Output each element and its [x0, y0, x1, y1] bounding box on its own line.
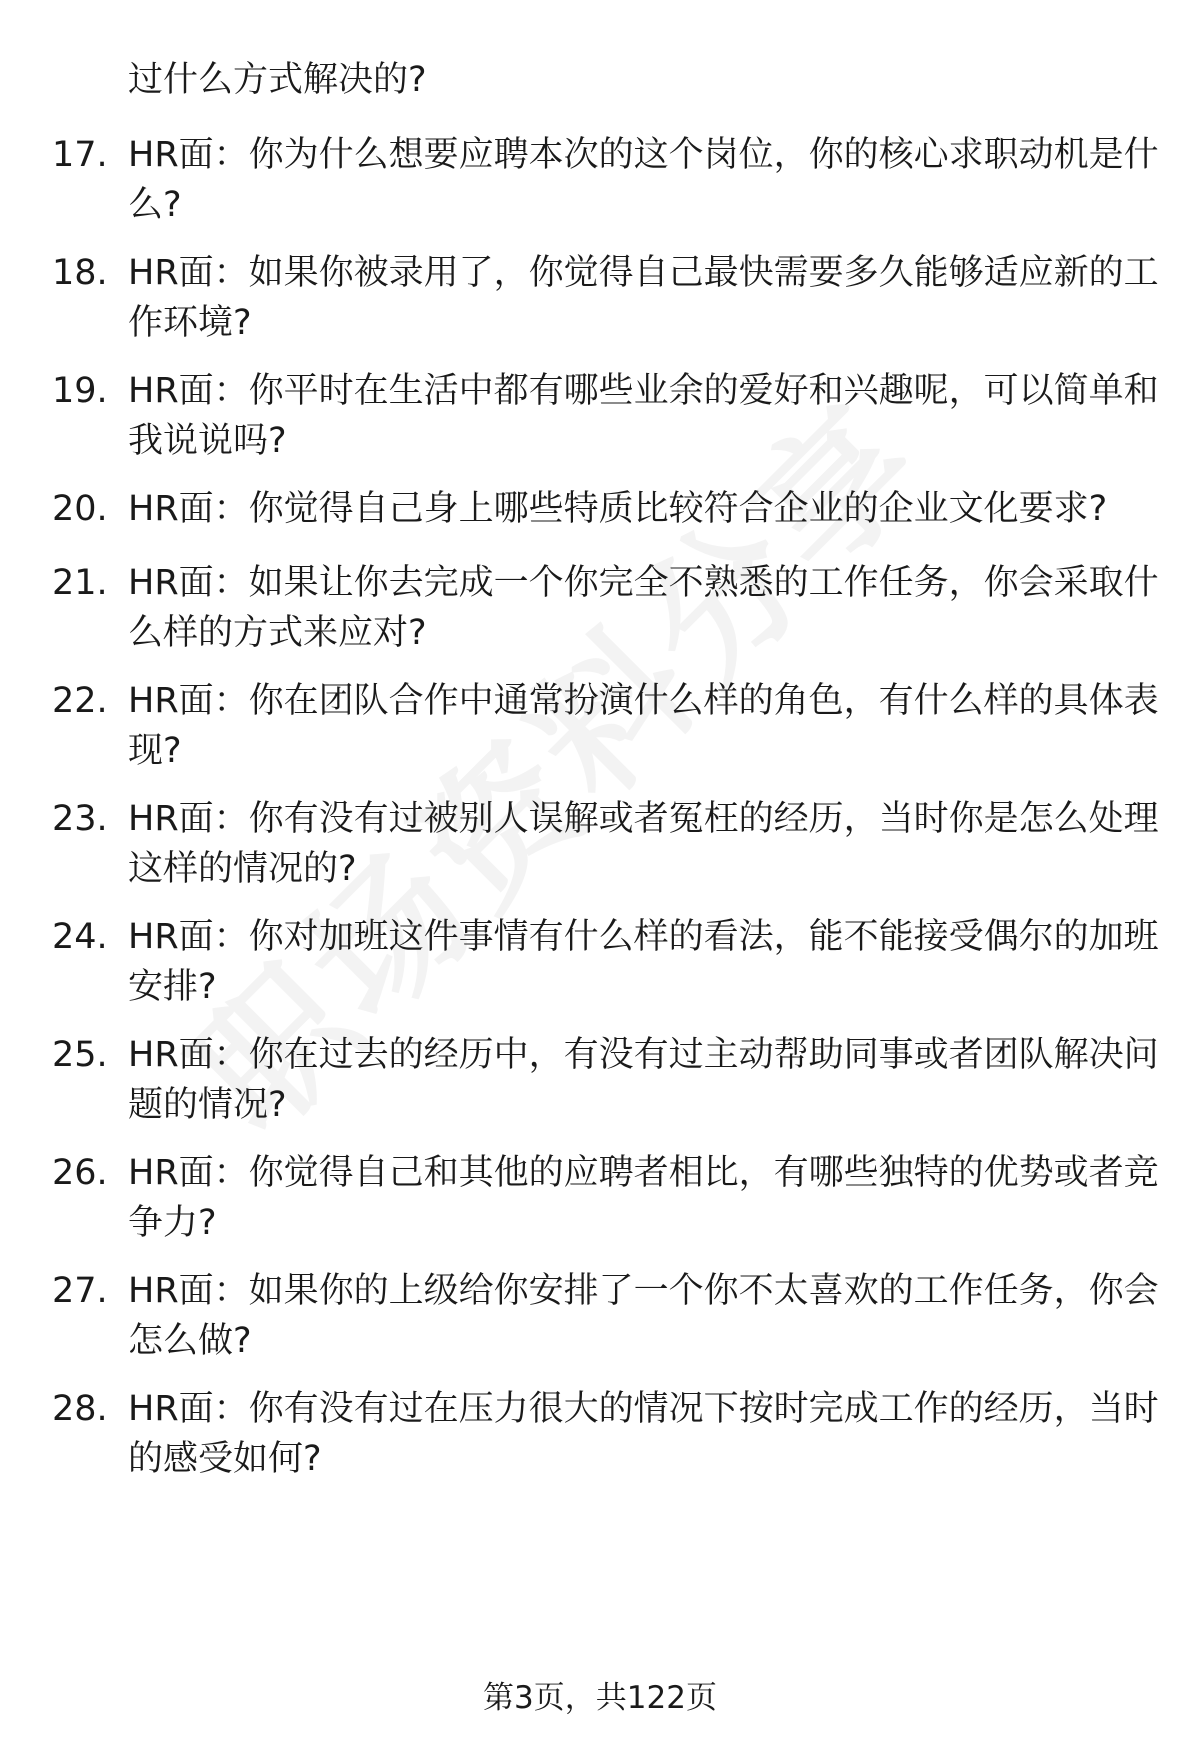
question-text: HR面：你觉得自己和其他的应聘者相比，有哪些独特的优势或者竞争力? — [128, 1153, 1159, 1243]
question-item-19 — [52, 366, 1162, 466]
question-item-18 — [52, 248, 1162, 348]
question-number: 19. — [52, 371, 108, 411]
continued-question — [52, 55, 1162, 105]
question-item-21 — [52, 558, 1162, 658]
question-number: 28. — [52, 1389, 108, 1429]
question-number: 21. — [52, 563, 108, 603]
question-number: 25. — [52, 1035, 108, 1075]
question-item-26 — [52, 1148, 1162, 1248]
question-text: HR面：你平时在生活中都有哪些业余的爱好和兴趣呢，可以简单和我说说吗? — [128, 371, 1159, 461]
question-number: 17. — [52, 135, 108, 175]
question-item-25 — [52, 1030, 1162, 1130]
question-number: 27. — [52, 1271, 108, 1311]
question-text: HR面：你在团队合作中通常扮演什么样的角色，有什么样的具体表现? — [128, 681, 1159, 771]
question-number: 23. — [52, 799, 108, 839]
question-number: 26. — [52, 1153, 108, 1193]
question-item-17 — [52, 130, 1162, 230]
question-text: HR面：你有没有过在压力很大的情况下按时完成工作的经历，当时的感受如何? — [128, 1389, 1159, 1479]
page-number: 第3页，共122页 — [483, 1680, 717, 1716]
question-item-22 — [52, 676, 1162, 776]
question-item-20 — [52, 484, 1162, 534]
question-text: 过什么方式解决的? — [128, 60, 427, 100]
question-text: HR面：如果让你去完成一个你完全不熟悉的工作任务，你会采取什么样的方式来应对? — [128, 563, 1159, 653]
question-item-24 — [52, 912, 1162, 1012]
question-item-27 — [52, 1266, 1162, 1366]
question-item-28 — [52, 1384, 1162, 1484]
question-text: HR面：你在过去的经历中，有没有过主动帮助同事或者团队解决问题的情况? — [128, 1035, 1159, 1125]
question-number: 18. — [52, 253, 108, 293]
question-text: HR面：你对加班这件事情有什么样的看法，能不能接受偶尔的加班安排? — [128, 917, 1159, 1007]
question-text: HR面：你有没有过被别人误解或者冤枉的经历，当时你是怎么处理这样的情况的? — [128, 799, 1159, 889]
question-number: 20. — [52, 489, 108, 529]
question-number: 24. — [52, 917, 108, 957]
question-text: HR面：如果你被录用了，你觉得自己最快需要多久能够适应新的工作环境? — [128, 253, 1159, 343]
question-text: HR面：你觉得自己身上哪些特质比较符合企业的企业文化要求? — [128, 489, 1108, 529]
question-text: HR面：如果你的上级给你安排了一个你不太喜欢的工作任务，你会怎么做? — [128, 1271, 1159, 1361]
question-text: HR面：你为什么想要应聘本次的这个岗位，你的核心求职动机是什么? — [128, 135, 1159, 225]
question-item-23 — [52, 794, 1162, 894]
question-number: 22. — [52, 681, 108, 721]
